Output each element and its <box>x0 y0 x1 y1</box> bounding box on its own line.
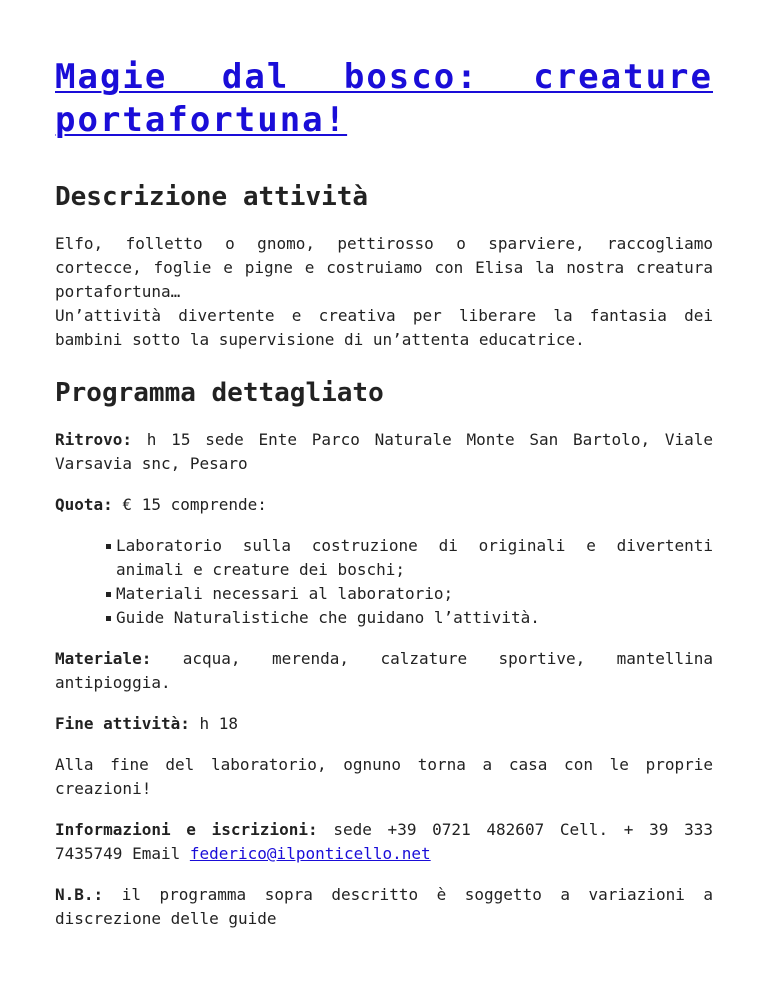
materiale-label: Materiale: <box>55 649 152 668</box>
quota-paragraph <box>55 493 713 517</box>
nb-text: il programma sopra descritto è soggetto a variazioni a discrezione delle guide <box>55 885 713 928</box>
description-line-2: Un’attività divertente e creativa per liberare la fantasia dei bambini sotto la supervisione di un’attenta educatrice. <box>55 306 713 349</box>
quota-text: € 15 comprende: <box>112 495 267 514</box>
ritrovo-paragraph <box>55 428 713 476</box>
fine-paragraph <box>55 712 713 736</box>
materiale-paragraph <box>55 647 713 695</box>
program-heading: Programma dettagliato <box>55 378 384 408</box>
ritrovo-text: h 15 sede Ente Parco Naturale Monte San Bartolo, Viale Varsavia snc, Pesaro <box>55 430 713 473</box>
page-title <box>55 56 713 142</box>
list-item: Guide Naturalistiche che guidano l’attività. <box>116 606 713 630</box>
email-link[interactable]: federico@ilponticello.net <box>189 844 431 863</box>
materiale-text: acqua, merenda, calzature sportive, mantellina antipioggia. <box>55 649 713 692</box>
list-item: Laboratorio sulla costruzione di originali e divertenti animali e creature dei boschi; <box>116 534 713 582</box>
fine-label: Fine attività: <box>55 714 190 733</box>
ritrovo-label: Ritrovo: <box>55 430 133 449</box>
description-text <box>55 232 713 352</box>
fine-text: h 18 <box>189 714 239 733</box>
nb-label: N.B.: <box>55 885 104 904</box>
nb-paragraph <box>55 883 713 931</box>
info-text: sede +39 0721 482607 Cell. + 39 333 7435749 Email <box>55 820 714 863</box>
includes-list <box>55 534 713 630</box>
list-item: Materiali necessari al laboratorio; <box>116 582 713 606</box>
info-paragraph <box>55 818 713 866</box>
closing-paragraph: Alla fine del laboratorio, ognuno torna a casa con le proprie creazioni! <box>55 755 713 798</box>
description-line-1: Elfo, folletto o gnomo, pettirosso o sparviere, raccogliamo cortecce, foglie e pigne e costruiamo con Elisa la nostra creatura portafortuna… <box>55 234 713 301</box>
title-link[interactable]: Magie dal bosco: creature portafortuna! <box>55 57 713 140</box>
quota-label: Quota: <box>55 495 113 514</box>
info-label: Informazioni e iscrizioni: <box>55 820 318 839</box>
description-heading: Descrizione attività <box>55 182 369 212</box>
